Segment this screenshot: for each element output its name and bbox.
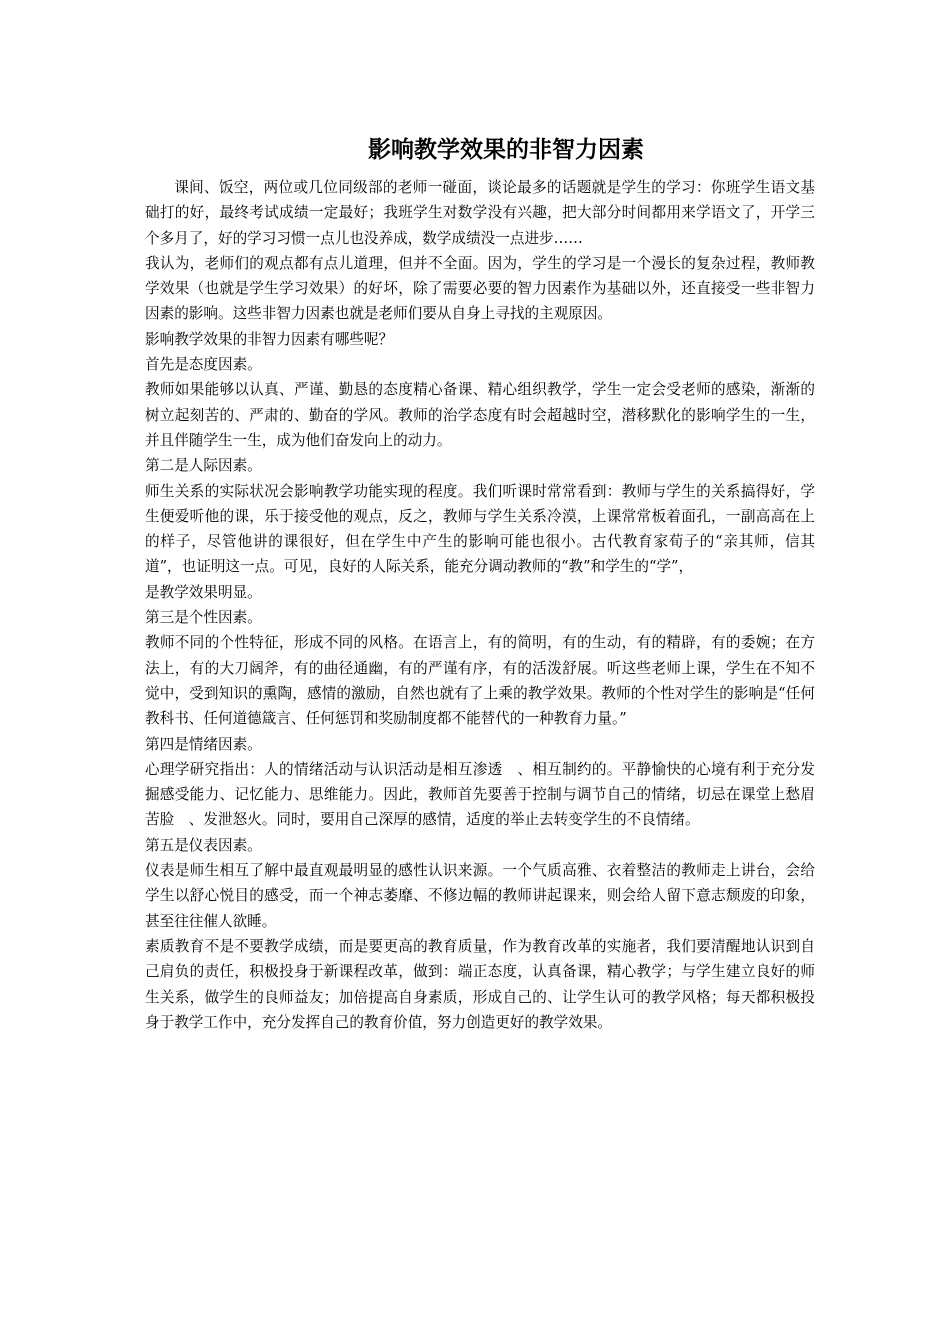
- paragraph-attitude: 教师如果能够以认真、严谨、勤恳的态度精心备课、精心组织教学，学生一定会受老师的感染，渐渐的树立起刻苦的、严肃的、勤奋的学风。教师的治学态度有时会超越时空，潜移默化的影响学生的一生，并且伴随学生一生，成为他们奋发向上的动力。: [145, 381, 815, 449]
- heading-attitude: 首先是态度因素。: [145, 356, 262, 374]
- paragraph-conclusion: 素质教育不是不要教学成绩，而是要更高的教育质量，作为教育改革的实施者，我们要清醒地认识到自己肩负的责任，积极投身于新课程改革，做到：端正态度，认真备课，精心教学；与学生建立良好的师生关系，做学生的良师益友；加倍提高自身素质，形成自己的、让学生认可的教学风格；每天都积极投身于教学工作中，充分发挥自己的教育价值，努力创造更好的教学效果。: [145, 937, 815, 1031]
- paragraph-interpersonal: 师生关系的实际状况会影响教学功能实现的程度。我们听课时常常看到：教师与学生的关系搞得好，学生便爱听他的课，乐于接受他的观点，反之，教师与学生关系冷漠，上课常常板着面孔，一副高高在上的样子，尽管他讲的课很好，但在学生中产生的影响可能也很小。古代教育家荀子的“亲其师，信其道”，也证明这一点。可见，良好的人际关系，能充分调动教师的“教”和学生的“学”，: [145, 482, 815, 576]
- paragraph-intro: 课间、饭空，两位或几位同级部的老师一碰面，谈论最多的话题就是学生的学习：你班学生语文基础打的好，最终考试成绩一定最好；我班学生对数学没有兴趣，把大部分时间都用来学语文了，开学三个多月了，好的学习习惯一点儿也没养成，数学成绩没一点进步……: [145, 179, 815, 247]
- heading-interpersonal: 第二是人际因素。: [145, 457, 262, 475]
- paragraph-interpersonal-end: 是教学效果明显。: [145, 583, 262, 601]
- document-title: 影响教学效果的非智力因素: [368, 136, 644, 163]
- heading-personality: 第三是个性因素。: [145, 609, 262, 627]
- paragraph-appearance: 仪表是师生相互了解中最直观最明显的感性认识来源。一个气质高雅、衣着整洁的教师走上讲台，会给学生以舒心悦目的感受，而一个神志萎靡、不修边幅的教师讲起课来，则会给人留下意志颓废的印象，甚至往往催人欲睡。: [145, 862, 815, 930]
- heading-emotion: 第四是情绪因素。: [145, 735, 262, 753]
- paragraph-question: 影响教学效果的非智力因素有哪些呢？: [145, 330, 394, 348]
- paragraph-emotion: 心理学研究指出：人的情绪活动与认识活动是相互渗透 、相互制约的。平静愉快的心境有利于充分发掘感受能力、记忆能力、思维能力。因此，教师首先要善于控制与调节自己的情绪，切忌在课堂上愁眉苦脸 、发泄怒火。同时，要用自己深厚的感情，适度的举止去转变学生的不良情绪。: [145, 760, 815, 829]
- document-body: [145, 175, 815, 1035]
- paragraph-opinion: 我认为，老师们的观点都有点儿道理，但并不全面。因为，学生的学习是一个漫长的复杂过程，教师教学效果（也就是学生学习效果）的好坏，除了需要必要的智力因素作为基础以外，还直接受一些非智力因素的影响。这些非智力因素也就是老师们要从自身上寻找的主观原因。: [145, 254, 815, 323]
- paragraph-personality: 教师不同的个性特征，形成不同的风格。在语言上，有的简明，有的生动，有的精辟，有的委婉；在方法上，有的大刀阔斧，有的曲径通幽，有的严谨有序，有的活泼舒展。听这些老师上课，学生在不知不觉中，受到知识的熏陶，感情的激励，自然也就有了上乘的教学效果。教师的个性对学生的影响是“任何教科书、任何道德箴言、任何惩罚和奖励制度都不能替代的一种教育力量。”: [145, 634, 815, 728]
- heading-appearance: 第五是仪表因素。: [145, 836, 262, 854]
